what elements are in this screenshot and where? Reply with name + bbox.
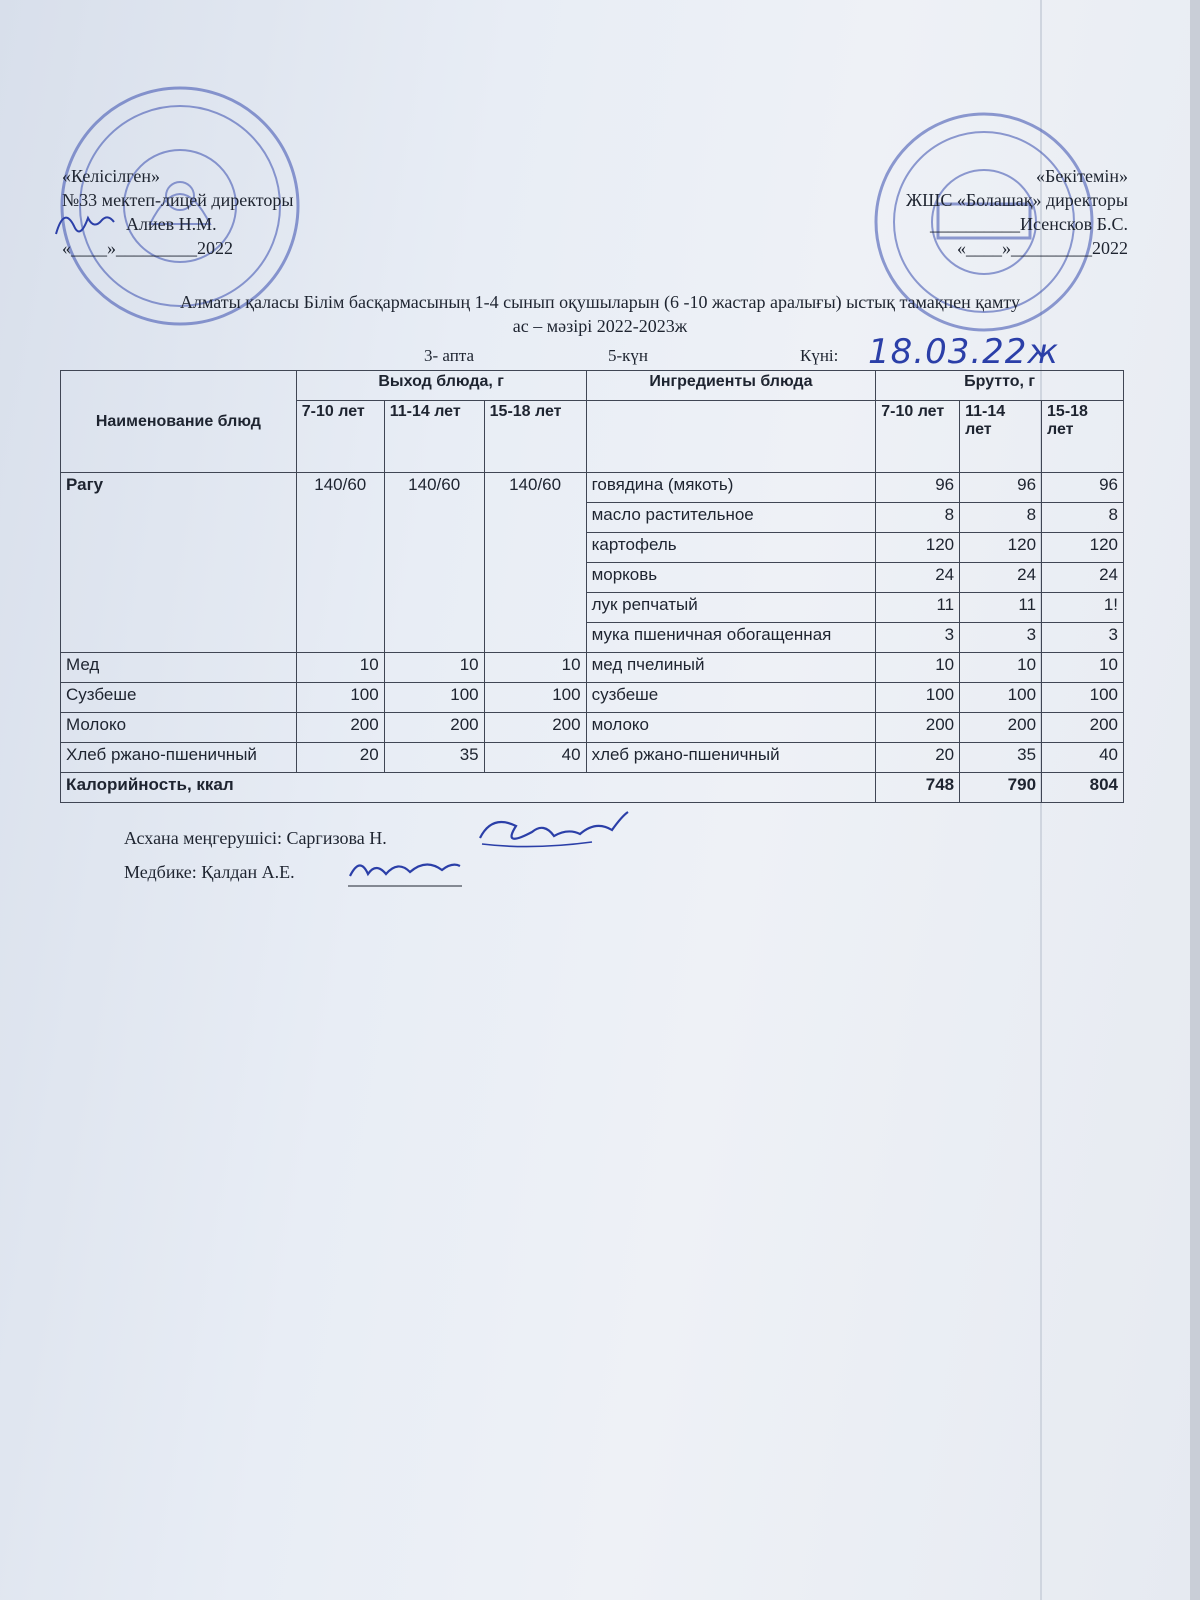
brutto-15-18: 10: [1042, 653, 1124, 683]
brutto-11-14: 120: [960, 533, 1042, 563]
paper-edge: [1190, 0, 1200, 1600]
brutto-7-10: 200: [876, 713, 960, 743]
brutto-7-10: 120: [876, 533, 960, 563]
cook-signature: [472, 808, 632, 864]
calorie-15-18: 804: [1042, 773, 1124, 803]
output-11-14: 100: [384, 683, 484, 713]
output-15-18: 10: [484, 653, 586, 683]
dish-name: Сузбеше: [61, 683, 297, 713]
document-title: [60, 290, 1140, 338]
header-brutto-age-7-10: 7-10 лет: [876, 401, 960, 473]
nurse-signature: [346, 852, 464, 892]
agreed-heading: «Келісілген»: [62, 166, 161, 186]
calorie-label: Калорийность, ккал: [61, 773, 876, 803]
brutto-11-14: 35: [960, 743, 1042, 773]
brutto-7-10: 100: [876, 683, 960, 713]
dish-name: Рагу: [61, 473, 297, 653]
agreed-position: №33 мектеп-лицей директоры: [62, 190, 294, 210]
header-age-15-18: 15-18 лет: [484, 401, 586, 473]
output-11-14: 10: [384, 653, 484, 683]
brutto-15-18: 40: [1042, 743, 1124, 773]
brutto-7-10: 11: [876, 593, 960, 623]
table-row: [61, 743, 1124, 773]
output-7-10: 100: [296, 683, 384, 713]
output-7-10: 200: [296, 713, 384, 743]
nurse-signature-line: Медбике: Қалдан А.Е.: [124, 862, 295, 882]
output-11-14: 200: [384, 713, 484, 743]
day-label: 5-күн: [608, 346, 649, 365]
brutto-11-14: 3: [960, 623, 1042, 653]
ingredient-name: мука пшеничная обогащенная: [586, 623, 876, 653]
title-line-1: Алматы қаласы Білім басқармасының 1-4 сынып оқушыларын (6 -10 жастар аралығы) ыстық тамақпен қамту: [179, 292, 1021, 312]
brutto-11-14: 100: [960, 683, 1042, 713]
brutto-15-18: 100: [1042, 683, 1124, 713]
header-age-7-10: 7-10 лет: [296, 401, 384, 473]
dish-name: Хлеб ржано-пшеничный: [61, 743, 297, 773]
brutto-11-14: 10: [960, 653, 1042, 683]
title-line-2: ас – мәзірі 2022-2023ж: [512, 316, 688, 336]
ingredient-name: лук репчатый: [586, 593, 876, 623]
agreed-date: «____»_________2022: [62, 238, 233, 258]
ingredient-name: масло растительное: [586, 503, 876, 533]
approved-date: «____»_________2022: [957, 238, 1128, 258]
header-brutto: Брутто, г: [876, 371, 1124, 401]
table-row: [61, 713, 1124, 743]
header-dish-name: Наименование блюд: [61, 371, 297, 473]
week-label: 3- апта: [424, 346, 475, 365]
output-7-10: 10: [296, 653, 384, 683]
brutto-11-14: 24: [960, 563, 1042, 593]
header-ingredients-empty: [586, 401, 876, 473]
brutto-11-14: 11: [960, 593, 1042, 623]
calorie-row: [61, 773, 1124, 803]
brutto-15-18: 8: [1042, 503, 1124, 533]
header-brutto-age-15-18: 15-18 лет: [1042, 401, 1124, 473]
brutto-11-14: 200: [960, 713, 1042, 743]
header-age-11-14: 11-14 лет: [384, 401, 484, 473]
approved-name: __________Исенсков Б.С.: [930, 214, 1128, 234]
output-7-10: 140/60: [296, 473, 384, 653]
dish-name: Мед: [61, 653, 297, 683]
approved-heading: «Бекітемін»: [1036, 166, 1128, 186]
output-15-18: 140/60: [484, 473, 586, 653]
director-signature: [50, 200, 120, 250]
cook-signature-line: Асхана меңгерушісі: Саргизова Н.: [124, 828, 387, 848]
agreed-name: Алиев Н.М.: [126, 214, 217, 234]
header-ingredients: Ингредиенты блюда: [586, 371, 876, 401]
brutto-15-18: 3: [1042, 623, 1124, 653]
header-brutto-age-11-14: 11-14 лет: [960, 401, 1042, 473]
brutto-15-18: 120: [1042, 533, 1124, 563]
brutto-15-18: 96: [1042, 473, 1124, 503]
table-row: [61, 683, 1124, 713]
output-11-14: 35: [384, 743, 484, 773]
ingredient-name: морковь: [586, 563, 876, 593]
ingredient-name: сузбеше: [586, 683, 876, 713]
brutto-7-10: 24: [876, 563, 960, 593]
approved-position: ЖШС «Болашақ» директоры: [906, 190, 1128, 210]
dish-name: Молоко: [61, 713, 297, 743]
output-11-14: 140/60: [384, 473, 484, 653]
output-7-10: 20: [296, 743, 384, 773]
date-label: Күні:: [800, 346, 839, 365]
ingredient-name: молоко: [586, 713, 876, 743]
brutto-11-14: 96: [960, 473, 1042, 503]
table-row: [61, 473, 1124, 503]
brutto-7-10: 20: [876, 743, 960, 773]
brutto-15-18: 24: [1042, 563, 1124, 593]
brutto-7-10: 8: [876, 503, 960, 533]
calorie-11-14: 790: [960, 773, 1042, 803]
calorie-7-10: 748: [876, 773, 960, 803]
brutto-11-14: 8: [960, 503, 1042, 533]
brutto-7-10: 3: [876, 623, 960, 653]
output-15-18: 200: [484, 713, 586, 743]
approved-block: [906, 164, 1128, 260]
output-15-18: 100: [484, 683, 586, 713]
handwritten-date: 18.03.22ж: [868, 332, 1060, 372]
ingredient-name: говядина (мякоть): [586, 473, 876, 503]
menu-table: [60, 370, 1124, 803]
table-row: [61, 653, 1124, 683]
header-output: Выход блюда, г: [296, 371, 586, 401]
brutto-7-10: 96: [876, 473, 960, 503]
brutto-15-18: 200: [1042, 713, 1124, 743]
brutto-15-18: 1!: [1042, 593, 1124, 623]
ingredient-name: мед пчелиный: [586, 653, 876, 683]
output-15-18: 40: [484, 743, 586, 773]
brutto-7-10: 10: [876, 653, 960, 683]
ingredient-name: хлеб ржано-пшеничный: [586, 743, 876, 773]
ingredient-name: картофель: [586, 533, 876, 563]
